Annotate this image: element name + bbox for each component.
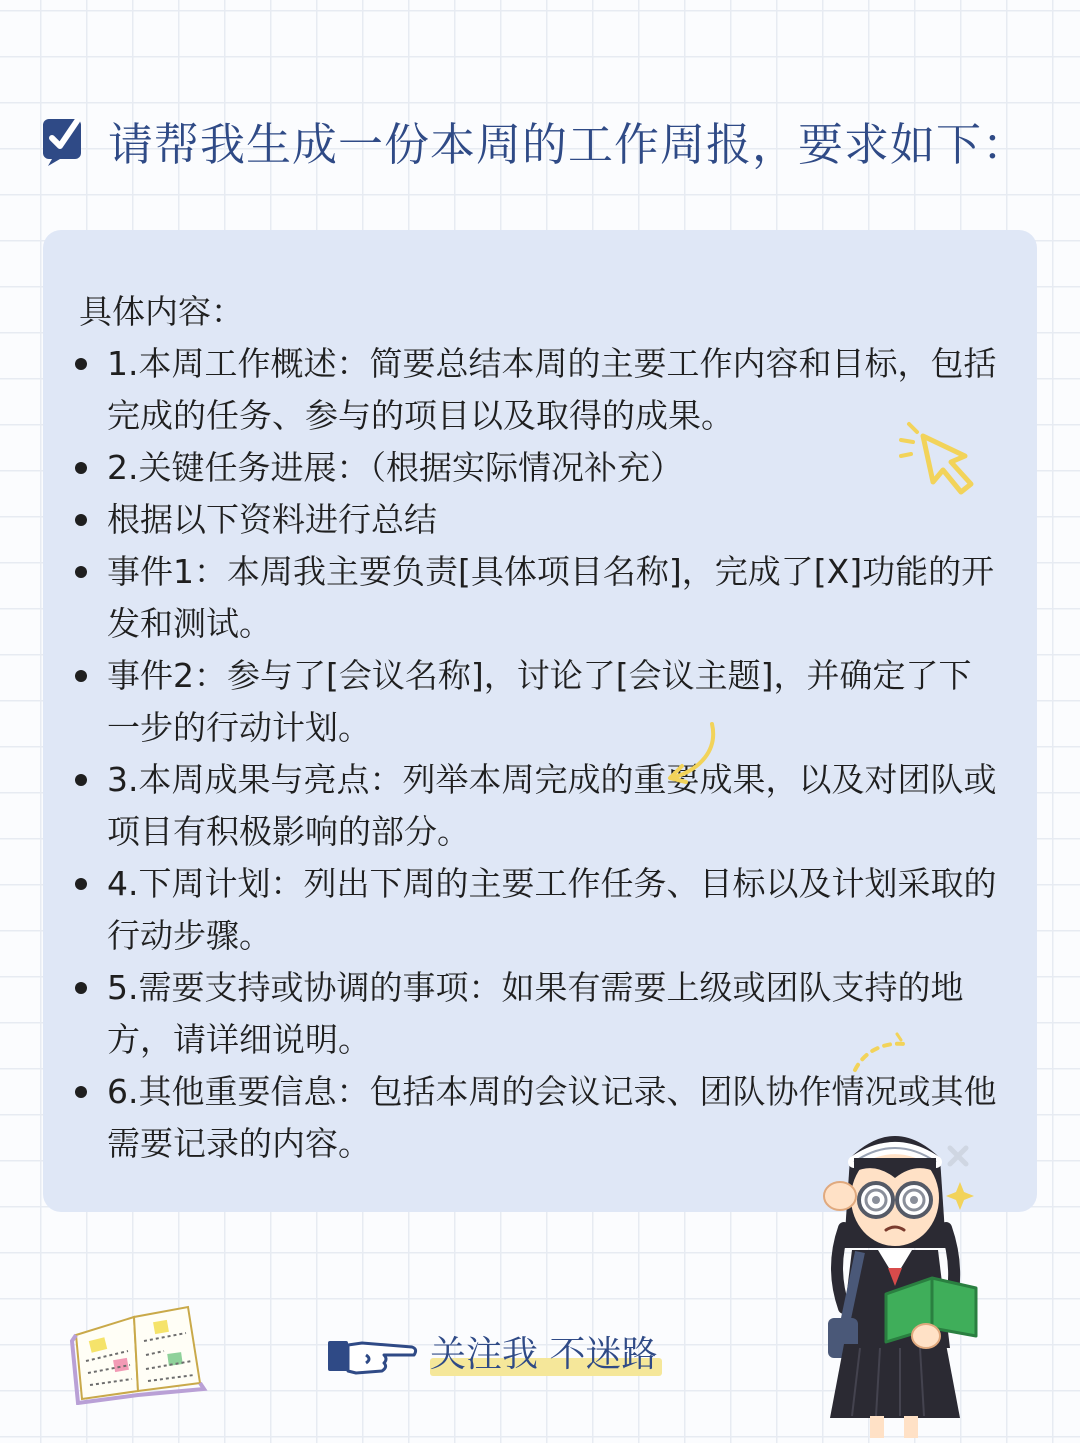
bullet-icon <box>75 462 87 474</box>
list-item <box>73 546 1003 650</box>
list-item <box>73 858 1003 962</box>
bullet-icon <box>75 878 87 890</box>
list-item-text: 5.需要支持或协调的事项：如果有需要上级或团队支持的地方，请详细说明。 <box>107 968 964 1059</box>
header <box>40 108 1060 172</box>
list-item-text: 3.本周成果与亮点：列举本周完成的重要成果，以及对团队或项目有积极影响的部分。 <box>107 760 997 851</box>
list-item-text: 事件1：本周我主要负责[具体项目名称]，完成了[X]功能的开发和测试。 <box>107 552 995 643</box>
card-title: 具体内容： <box>79 292 244 331</box>
pointing-hand-icon <box>326 1333 418 1377</box>
list-item-text: 事件2：参与了[会议名称]，讨论了[会议主题]，并确定了下一步的行动计划。 <box>107 656 972 747</box>
bullet-icon <box>75 1086 87 1098</box>
follow-label: 关注我 不迷路 <box>430 1334 658 1375</box>
checkbox-icon <box>40 113 86 167</box>
list-item <box>73 494 1003 546</box>
list-item-text: 2.关键任务进展：（根据实际情况补充） <box>107 448 683 487</box>
open-book-illustration <box>68 1295 208 1405</box>
list-item-text: 6.其他重要信息：包括本周的会议记录、团队协作情况或其他需要记录的内容。 <box>107 1072 997 1163</box>
list-item-text: 1.本周工作概述：简要总结本周的主要工作内容和目标，包括完成的任务、参与的项目以及取得的成果。 <box>107 344 997 435</box>
bullet-icon <box>75 670 87 682</box>
list-item <box>73 754 1003 858</box>
bullet-icon <box>75 358 87 370</box>
list-item-text: 4.下周计划：列出下周的主要工作任务、目标以及计划采取的行动步骤。 <box>107 864 997 955</box>
page-title: 请帮我生成一份本周的工作周报，要求如下： <box>108 117 1029 171</box>
list-item <box>73 442 1003 494</box>
girl-with-book-illustration <box>800 1118 990 1438</box>
list-item-text: 根据以下资料进行总结 <box>107 500 437 539</box>
list-item <box>73 338 1003 442</box>
cursor-arrow-doodle-icon <box>895 420 985 500</box>
bullet-icon <box>75 514 87 526</box>
list-item <box>73 650 1003 754</box>
curved-arrow-doodle-icon <box>660 720 730 795</box>
bullet-icon <box>75 982 87 994</box>
sparkle-doodle-icon <box>845 1030 915 1090</box>
bullet-icon <box>75 566 87 578</box>
bullet-icon <box>75 774 87 786</box>
